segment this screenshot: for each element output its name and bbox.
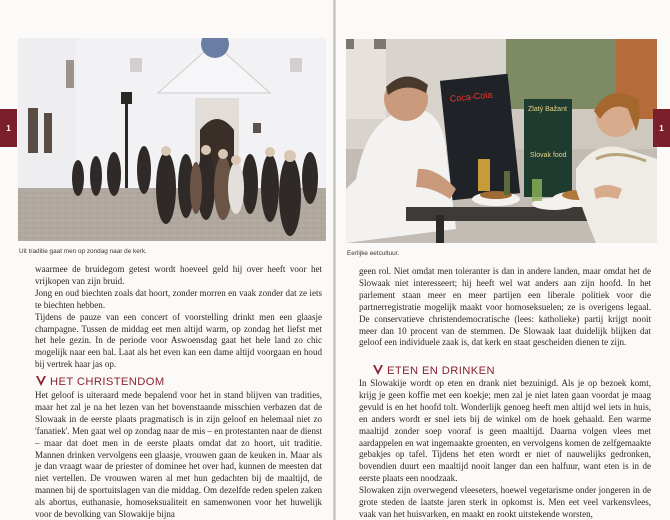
photo-caption: Uit traditie gaat men op zondag naar de kerk. bbox=[19, 248, 147, 255]
paragraph: Slowaken zijn overwegend vleeseters, hoewel vegetarisme onder jongeren in de grote steden de laatste jaren sterk in opkomst is. Men eet veel varkensvlees, vaak van het huisvarken, en maakt en rookt uitstekende worsten, bbox=[359, 485, 651, 519]
section-heading-label: ETEN EN DRINKEN bbox=[387, 364, 495, 377]
chevron-v-mark-icon bbox=[35, 375, 47, 388]
chapter-tab: 1 bbox=[653, 109, 670, 147]
church-photo bbox=[18, 38, 326, 241]
board-text: Coca-Cola bbox=[449, 89, 493, 104]
body-text-bottom bbox=[359, 378, 651, 520]
section-heading bbox=[372, 364, 495, 377]
church-scene-image bbox=[18, 38, 326, 241]
paragraph: waarmee de bruidegom getest wordt hoeveel geld hij over heeft voor het vrijkopen van zijn bruid. bbox=[35, 264, 322, 286]
chapter-tab: 1 bbox=[0, 109, 17, 147]
section-heading-label: HET CHRISTENDOM bbox=[50, 375, 165, 388]
right-page bbox=[336, 0, 670, 520]
section-heading bbox=[35, 375, 165, 388]
chevron-v-mark-icon bbox=[372, 364, 384, 377]
body-text-top bbox=[359, 266, 651, 349]
left-page bbox=[0, 0, 333, 520]
paragraph: geen rol. Niet omdat men toleranter is dan in andere landen, maar omdat het de Slowaak niet interesseert; hij heeft wel wat anders aan zijn hoofd. In het parlement staan meer en meer partijen een liberale politiek voor die partnerregistratie mogelijk maakt voor homoseksuelen; ze is overigens legaal. De conservatieve christendemocratische (lees: katholieke) partij krijgt nooit meer dan 10 procent van de stemmen. De Slowaak laat duidelijk blijken dat geloof een individuele zaak is, dat kerk en staat gescheiden dienen te zijn. bbox=[359, 266, 651, 348]
board-text: Zlatý Bažant bbox=[528, 106, 567, 113]
paragraph: Jong en oud biechten zoals dat hoort, zonder morren en vaak zonder dat ze iets te biechten hebben. bbox=[35, 287, 322, 310]
photo-caption: Eerlijke eetcultuur. bbox=[347, 250, 400, 257]
body-text-top bbox=[35, 264, 322, 371]
body-text-bottom bbox=[35, 390, 322, 520]
paragraph: Het geloof is uiteraard mede bepalend voor het in stand blijven van tradities, maar het zal je na het lezen van het bovenstaande misschien verbazen dat de Slowaak in de eerste plaats pragmatisch is in zijn geloof en helemaal niet zo 'fanatiek'. Men gaat wel op zondag naar de mis – en protestanten naar de dienst – maar dat doet men in de eerste plaats omdat dat zo hoort, uit traditie. Mannen drinken vervolgens een glaasje, vrouwen gaan de keuken in. Maar als je dan vraagt waar de priester of dominee het over had, kunnen de meesten dat niet vertellen. De vrouwen waren al met hun gedachten bij de maaltijd, de mannen bij de sportuitslagen van die middag. Om dezelfde reden spelen zaken als abortus, euthanasie, homoseksualiteit en samenwonen voor het huwelijk voor de bevolking van Slowakije bijna bbox=[35, 390, 322, 520]
paragraph: In Slowakije wordt op eten en drank niet bezuinigd. Als je op bezoek komt, krijg je geen koffie met een koekje; men zal je niet laten gaan voordat je maag gevuld is en het hoofd tolt. Wonderlijk genoeg heeft men altijd wel iets in huis, en anders wordt er snel iets bij de winkel om de hoek gehaald. Een warme maaltijd zonder soep vooraf is geen maaltijd. Daarna volgen vlees met aardappelen en wat ingemaakte groenten, en vervolgens komen de zelfgemaakte gebakjes op tafel. Tijdens het eten wordt er niet of nauwelijks gedronken, bovendien duurt een maaltijd nooit langer dan een halfuur, want eten is in de eerste plaats een noodzaak. bbox=[359, 378, 651, 484]
restaurant-scene-image bbox=[346, 39, 657, 243]
paragraph: Tijdens de pauze van een concert of voorstelling drinkt men een glaasje champagne. Tussen de middag eet men altijd warm, op zondag het liefst met het hele gezin. In de periode voor Aswoensdag gaat het hele land zo chic mogelijk naar een bal. Laat als het even kan een dame altijd voorgaan en houd bij vertrek haar jas op. bbox=[35, 311, 322, 370]
restaurant-photo bbox=[346, 39, 657, 243]
board-text: Slovak food bbox=[530, 152, 567, 159]
